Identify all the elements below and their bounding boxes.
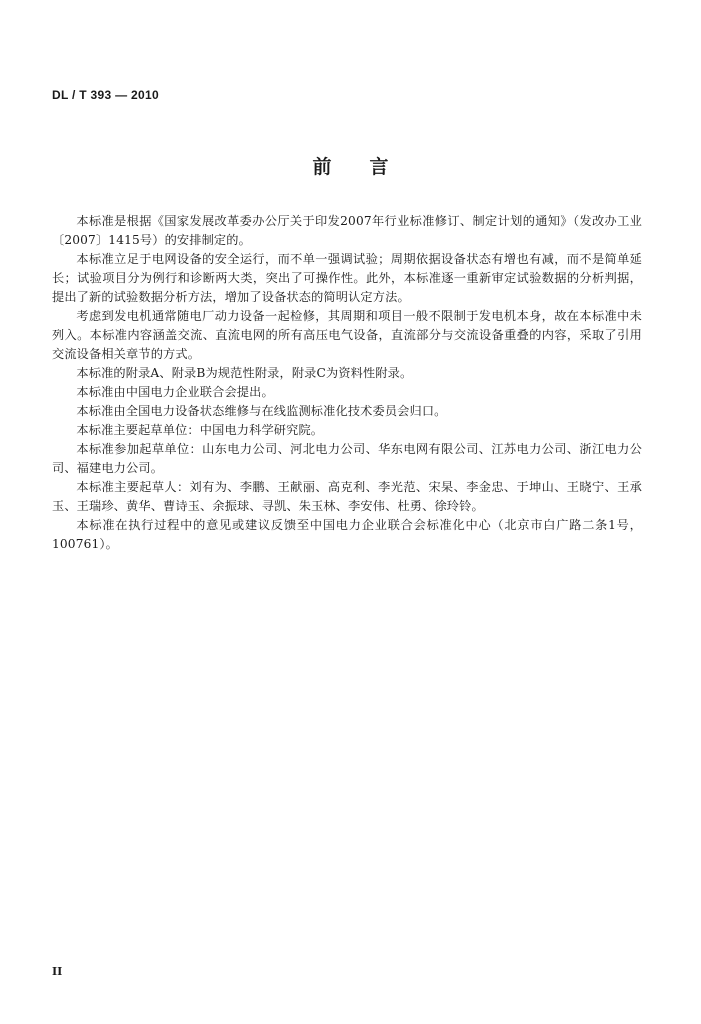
foreword-body xyxy=(52,212,642,554)
paragraph-drafters: 本标准主要起草人：刘有为、李鹏、王献丽、高克利、李光范、宋杲、李金忠、于坤山、王晓宁、王承玉、王瑞珍、黄华、曹诗玉、余振球、寻凯、朱玉林、李安伟、杜勇、徐玲铃。 xyxy=(52,480,642,513)
paragraph-committee: 本标准由全国电力设备状态维修与在线监测标准化技术委员会归口。 xyxy=(76,404,447,418)
paragraph-basis: 本标准是根据《国家发展改革委办公厅关于印发2007年行业标准修订、制定计划的通知》（发改办工业〔2007〕1415号）的安排制定的。 xyxy=(52,214,642,247)
paragraph-appendices: 本标准的附录A、附录B为规范性附录，附录C为资料性附录。 xyxy=(76,366,413,380)
page-title: 前 言 xyxy=(312,156,389,178)
paragraph-principles: 本标准立足于电网设备的安全运行，而不单一强调试验；周期依据设备状态有增也有减，而不是简单延长；试验项目分为例行和诊断两大类，突出了可操作性。此外，本标准逐一重新审定试验数据的分析判据，提出了新的试验数据分析方法，增加了设备状态的简明认定方法。 xyxy=(52,252,642,304)
paragraph-proposer: 本标准由中国电力企业联合会提出。 xyxy=(76,385,274,399)
paragraph-scope: 考虑到发电机通常随电厂动力设备一起检修，其周期和项目一般不限制于发电机本身，故在本标准中未列入。本标准内容涵盖交流、直流电网的所有高压电气设备，直流部分与交流设备重叠的内容，采取了引用交流设备相关章节的方式。 xyxy=(52,309,642,361)
paragraph-main-drafter-unit: 本标准主要起草单位：中国电力科学研究院。 xyxy=(76,423,324,437)
paragraph-participating-units: 本标准参加起草单位：山东电力公司、河北电力公司、华东电网有限公司、江苏电力公司、浙江电力公司、福建电力公司。 xyxy=(52,442,642,475)
page-number: II xyxy=(52,965,63,978)
paragraph-feedback: 本标准在执行过程中的意见或建议反馈至中国电力企业联合会标准化中心（北京市白广路二条1号，100761）。 xyxy=(52,518,642,551)
document-code: DL / T 393 — 2010 xyxy=(52,88,159,102)
